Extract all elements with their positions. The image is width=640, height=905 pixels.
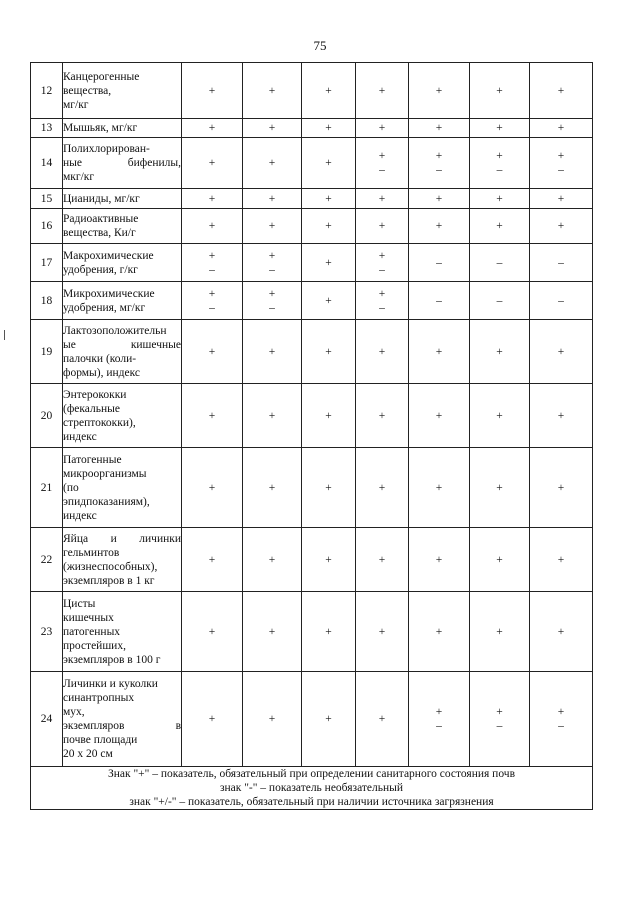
value-cell — [302, 448, 356, 528]
plus-sign: + — [378, 287, 386, 300]
indicator-name-line: палочки (коли- — [63, 352, 137, 365]
value-cell — [409, 209, 470, 244]
indicators-table — [30, 62, 593, 810]
value-cell — [356, 282, 409, 320]
row-number: 24 — [31, 672, 63, 767]
plus-sign: + — [496, 553, 503, 566]
value-cell — [530, 592, 593, 672]
indicator-name-line: мкг/кг — [63, 171, 95, 183]
plus-sign: + — [208, 481, 216, 494]
value-cell — [356, 189, 409, 209]
legend-note — [31, 767, 593, 810]
indicator-name-line: экземпляров в 100 г — [63, 653, 161, 666]
value-cell — [356, 244, 409, 282]
table-row — [31, 528, 593, 592]
row-number: 15 — [31, 189, 63, 209]
minus-sign: – — [496, 256, 503, 269]
legend-line: Знак "+" – показатель, обязательный при определении санитарного состояния почв — [107, 768, 515, 780]
value-cell — [409, 672, 470, 767]
plus-sign: + — [208, 713, 216, 725]
value-cell — [356, 320, 409, 384]
plus-sign: + — [557, 345, 565, 358]
value-cell — [302, 189, 356, 209]
table-row — [31, 244, 593, 282]
plus-sign: + — [378, 150, 386, 162]
value-cell — [182, 119, 243, 138]
indicator-name-line: гельминтов — [63, 546, 120, 559]
minus-sign: – — [558, 164, 564, 176]
indicator-name-line: (по — [63, 481, 79, 494]
indicator-name-line: Энтерококки — [63, 388, 127, 401]
legend-row — [31, 767, 593, 810]
minus-sign: – — [269, 301, 275, 314]
value-cell — [356, 448, 409, 528]
value-cell — [530, 244, 593, 282]
value-cell — [182, 384, 243, 448]
plus-sign: + — [378, 625, 386, 638]
plus-sign: + — [325, 553, 332, 566]
value-cell — [356, 384, 409, 448]
indicator-name — [63, 282, 182, 320]
value-cell — [182, 209, 243, 244]
indicator-name — [63, 119, 182, 138]
value-cell — [182, 63, 243, 119]
plus-sign: + — [496, 122, 503, 134]
plus-sign: + — [208, 553, 216, 566]
plus-sign: + — [496, 150, 503, 162]
plus-sign: + — [557, 481, 565, 494]
value-cell — [243, 138, 302, 189]
plus-sign: + — [325, 192, 332, 205]
plus-sign: + — [208, 122, 216, 134]
plus-sign: + — [268, 84, 276, 97]
plus-sign: + — [325, 625, 332, 638]
plus-sign: + — [435, 220, 443, 232]
table-row — [31, 189, 593, 209]
plus-sign: + — [435, 481, 443, 494]
value-cell — [530, 528, 593, 592]
plus-sign: + — [435, 150, 443, 162]
plus-sign: + — [378, 122, 386, 134]
plus-sign: + — [435, 192, 443, 205]
plus-sign: + — [496, 345, 503, 358]
row-number: 23 — [31, 592, 63, 672]
indicator-name — [63, 672, 182, 767]
plus-sign: + — [378, 409, 386, 422]
value-cell — [409, 138, 470, 189]
row-number: 18 — [31, 282, 63, 320]
indicator-name-line: формы), индекс — [63, 366, 141, 379]
indicator-name — [63, 448, 182, 528]
value-cell — [470, 138, 530, 189]
indicator-name-line: Цисты — [63, 597, 96, 610]
value-cell — [302, 63, 356, 119]
indicator-name-line: индекс — [63, 430, 97, 443]
value-cell — [302, 119, 356, 138]
plus-sign: + — [378, 84, 386, 97]
indicator-name-line: 20 х 20 см — [63, 748, 113, 760]
indicator-name-line: ые кишечные — [63, 338, 181, 351]
plus-sign: + — [435, 553, 443, 566]
plus-sign: + — [557, 553, 565, 566]
plus-sign: + — [435, 706, 443, 718]
plus-sign: + — [268, 157, 276, 169]
indicator-name-line: микроорганизмы — [63, 467, 147, 480]
minus-sign: – — [436, 256, 442, 269]
plus-sign: + — [557, 409, 565, 422]
row-number: 12 — [31, 63, 63, 119]
row-number: 20 — [31, 384, 63, 448]
minus-sign: – — [436, 164, 442, 176]
table-row — [31, 384, 593, 448]
value-cell — [302, 282, 356, 320]
plus-sign: + — [268, 345, 276, 358]
value-cell — [302, 138, 356, 189]
value-cell — [182, 244, 243, 282]
table-row — [31, 209, 593, 244]
plus-sign: + — [325, 345, 332, 358]
plus-sign: + — [378, 345, 386, 358]
table-row — [31, 119, 593, 138]
value-cell — [470, 320, 530, 384]
value-cell — [182, 189, 243, 209]
value-cell — [302, 320, 356, 384]
value-cell — [243, 282, 302, 320]
value-cell — [302, 672, 356, 767]
plus-sign: + — [208, 345, 216, 358]
value-cell — [243, 592, 302, 672]
value-cell — [409, 320, 470, 384]
indicator-name-line: эпидпоказаниям), — [63, 495, 150, 508]
indicator-name-line: индекс — [63, 509, 97, 522]
value-cell — [182, 448, 243, 528]
value-cell — [243, 672, 302, 767]
minus-sign: – — [379, 263, 385, 276]
plus-sign: + — [496, 192, 503, 205]
plus-sign: + — [496, 706, 503, 718]
minus-sign: – — [209, 263, 215, 276]
value-cell — [182, 138, 243, 189]
plus-sign: + — [557, 84, 565, 97]
table-row — [31, 448, 593, 528]
value-cell — [409, 592, 470, 672]
value-cell — [409, 384, 470, 448]
value-cell — [243, 528, 302, 592]
minus-sign: – — [379, 164, 385, 176]
value-cell — [302, 384, 356, 448]
indicator-name — [63, 592, 182, 672]
table-row — [31, 672, 593, 767]
value-cell — [302, 209, 356, 244]
value-cell — [530, 672, 593, 767]
indicator-name-line: патогенных — [63, 625, 121, 638]
plus-sign: + — [435, 409, 443, 422]
value-cell — [243, 384, 302, 448]
value-cell — [243, 320, 302, 384]
plus-sign: + — [208, 409, 216, 422]
indicator-name-line: Личинки и куколки — [63, 678, 158, 690]
minus-sign: – — [436, 720, 442, 732]
value-cell — [530, 384, 593, 448]
value-cell — [243, 119, 302, 138]
value-cell — [243, 244, 302, 282]
indicator-name — [63, 189, 182, 209]
row-number: 16 — [31, 209, 63, 244]
table-row — [31, 282, 593, 320]
plus-sign: + — [208, 220, 216, 232]
value-cell — [470, 528, 530, 592]
plus-sign: + — [496, 84, 503, 97]
value-cell — [470, 119, 530, 138]
value-cell — [182, 672, 243, 767]
value-cell — [356, 672, 409, 767]
table-row — [31, 320, 593, 384]
indicator-name-line: Лактозоположительн — [63, 324, 167, 337]
plus-sign: + — [557, 150, 565, 162]
indicator-name — [63, 384, 182, 448]
minus-sign: – — [558, 256, 564, 269]
plus-sign: + — [268, 122, 276, 134]
value-cell — [356, 138, 409, 189]
plus-sign: + — [325, 713, 332, 725]
value-cell — [530, 119, 593, 138]
row-number: 19 — [31, 320, 63, 384]
indicator-name-line: вещества, Ки/г — [63, 227, 136, 239]
minus-sign: – — [379, 301, 385, 314]
value-cell — [356, 528, 409, 592]
value-cell — [409, 244, 470, 282]
plus-sign: + — [208, 84, 216, 97]
plus-sign: + — [325, 481, 332, 494]
plus-sign: + — [435, 84, 443, 97]
value-cell — [470, 209, 530, 244]
plus-sign: + — [268, 249, 276, 262]
plus-sign: + — [378, 220, 386, 232]
minus-sign: – — [558, 720, 564, 732]
value-cell — [302, 244, 356, 282]
value-cell — [356, 592, 409, 672]
value-cell — [409, 63, 470, 119]
indicator-name-line: кишечных — [63, 611, 114, 624]
margin-mark — [4, 330, 7, 340]
indicator-name-line: Полихлорирован- — [63, 143, 150, 155]
plus-sign: + — [378, 713, 386, 725]
indicator-name-line: (фекальные — [63, 402, 120, 415]
plus-sign: + — [325, 157, 332, 169]
plus-sign: + — [496, 409, 503, 422]
row-number: 17 — [31, 244, 63, 282]
plus-sign: + — [496, 220, 503, 232]
plus-sign: + — [325, 409, 332, 422]
plus-sign: + — [268, 220, 276, 232]
indicator-name-line: Микрохимические — [63, 287, 155, 300]
value-cell — [470, 384, 530, 448]
plus-sign: + — [325, 256, 332, 269]
plus-sign: + — [325, 294, 332, 307]
value-cell — [470, 282, 530, 320]
indicator-name-line: Мышьяк, мг/кг — [63, 122, 138, 134]
indicator-name-line: Яйца и личинки — [63, 532, 181, 545]
indicator-name-line: мг/кг — [63, 98, 89, 111]
value-cell — [182, 528, 243, 592]
plus-sign: + — [557, 220, 565, 232]
indicator-name — [63, 209, 182, 244]
value-cell — [470, 189, 530, 209]
value-cell — [302, 592, 356, 672]
value-cell — [182, 282, 243, 320]
plus-sign: + — [268, 192, 276, 205]
value-cell — [356, 209, 409, 244]
indicator-name-line: простейших, — [63, 639, 126, 652]
plus-sign: + — [325, 84, 332, 97]
value-cell — [530, 282, 593, 320]
indicator-name-line: Радиоактивные — [63, 213, 139, 225]
indicator-name-line: удобрения, мг/кг — [63, 301, 146, 314]
plus-sign: + — [208, 192, 216, 205]
value-cell — [302, 528, 356, 592]
indicator-name-line: (жизнеспособных), — [63, 560, 158, 573]
plus-sign: + — [268, 553, 276, 566]
indicator-name-line: удобрения, г/кг — [63, 263, 138, 276]
value-cell — [409, 528, 470, 592]
indicator-name-line: Канцерогенные — [63, 70, 140, 83]
plus-sign: + — [557, 122, 565, 134]
minus-sign: – — [436, 294, 442, 307]
row-number: 22 — [31, 528, 63, 592]
value-cell — [409, 119, 470, 138]
indicator-name-line: экземпляров в — [63, 720, 181, 732]
value-cell — [530, 320, 593, 384]
indicator-name-line: экземпляров в 1 кг — [63, 574, 155, 587]
row-number: 14 — [31, 138, 63, 189]
minus-sign: – — [269, 263, 275, 276]
indicator-name-line: синантропных — [63, 692, 135, 704]
page-number: 75 — [313, 38, 327, 53]
value-cell — [409, 189, 470, 209]
minus-sign: – — [496, 720, 503, 732]
indicator-name-line: мух, — [63, 706, 85, 718]
plus-sign: + — [268, 481, 276, 494]
indicator-name — [63, 528, 182, 592]
plus-sign: + — [435, 625, 443, 638]
plus-sign: + — [268, 287, 276, 300]
value-cell — [530, 189, 593, 209]
value-cell — [470, 448, 530, 528]
plus-sign: + — [325, 122, 332, 134]
minus-sign: – — [209, 301, 215, 314]
indicator-name-line: почве площади — [63, 734, 138, 746]
indicator-name — [63, 244, 182, 282]
row-number: 13 — [31, 119, 63, 138]
indicator-name-line: Патогенные — [63, 453, 122, 466]
plus-sign: + — [496, 481, 503, 494]
table-row — [31, 138, 593, 189]
value-cell — [243, 209, 302, 244]
indicator-name — [63, 320, 182, 384]
indicator-name-line: Макрохимические — [63, 249, 154, 262]
plus-sign: + — [435, 345, 443, 358]
table-row — [31, 63, 593, 119]
indicator-name-line: стрептококки), — [63, 416, 136, 429]
value-cell — [409, 448, 470, 528]
value-cell — [470, 63, 530, 119]
value-cell — [470, 592, 530, 672]
plus-sign: + — [378, 249, 386, 262]
plus-sign: + — [208, 625, 216, 638]
plus-sign: + — [496, 625, 503, 638]
value-cell — [470, 672, 530, 767]
indicator-name-line: вещества, — [63, 84, 112, 97]
plus-sign: + — [378, 481, 386, 494]
value-cell — [356, 119, 409, 138]
plus-sign: + — [557, 625, 565, 638]
plus-sign: + — [268, 713, 276, 725]
plus-sign: + — [208, 287, 216, 300]
legend-line: знак "-" – показатель необязательный — [219, 782, 404, 794]
indicator-name — [63, 138, 182, 189]
plus-sign: + — [208, 249, 216, 262]
plus-sign: + — [378, 192, 386, 205]
plus-sign: + — [557, 706, 565, 718]
value-cell — [243, 189, 302, 209]
value-cell — [530, 63, 593, 119]
plus-sign: + — [208, 157, 216, 169]
plus-sign: + — [557, 192, 565, 205]
value-cell — [243, 448, 302, 528]
indicator-name-line: ные бифенилы, — [63, 157, 181, 169]
row-number: 21 — [31, 448, 63, 528]
minus-sign: – — [558, 294, 564, 307]
indicator-name — [63, 63, 182, 119]
value-cell — [470, 244, 530, 282]
plus-sign: + — [435, 122, 443, 134]
table-body — [31, 63, 593, 810]
plus-sign: + — [268, 409, 276, 422]
value-cell — [530, 209, 593, 244]
minus-sign: – — [496, 294, 503, 307]
value-cell — [356, 63, 409, 119]
value-cell — [182, 320, 243, 384]
plus-sign: + — [325, 220, 332, 232]
plus-sign: + — [378, 553, 386, 566]
table-row — [31, 592, 593, 672]
value-cell — [243, 63, 302, 119]
plus-sign: + — [268, 625, 276, 638]
value-cell — [530, 448, 593, 528]
value-cell — [409, 282, 470, 320]
value-cell — [530, 138, 593, 189]
value-cell — [182, 592, 243, 672]
indicator-name-line: Цианиды, мг/кг — [63, 192, 140, 205]
minus-sign: – — [496, 164, 503, 176]
legend-line: знак "+/-" – показатель, обязательный при наличии источника загрязнения — [129, 796, 494, 808]
